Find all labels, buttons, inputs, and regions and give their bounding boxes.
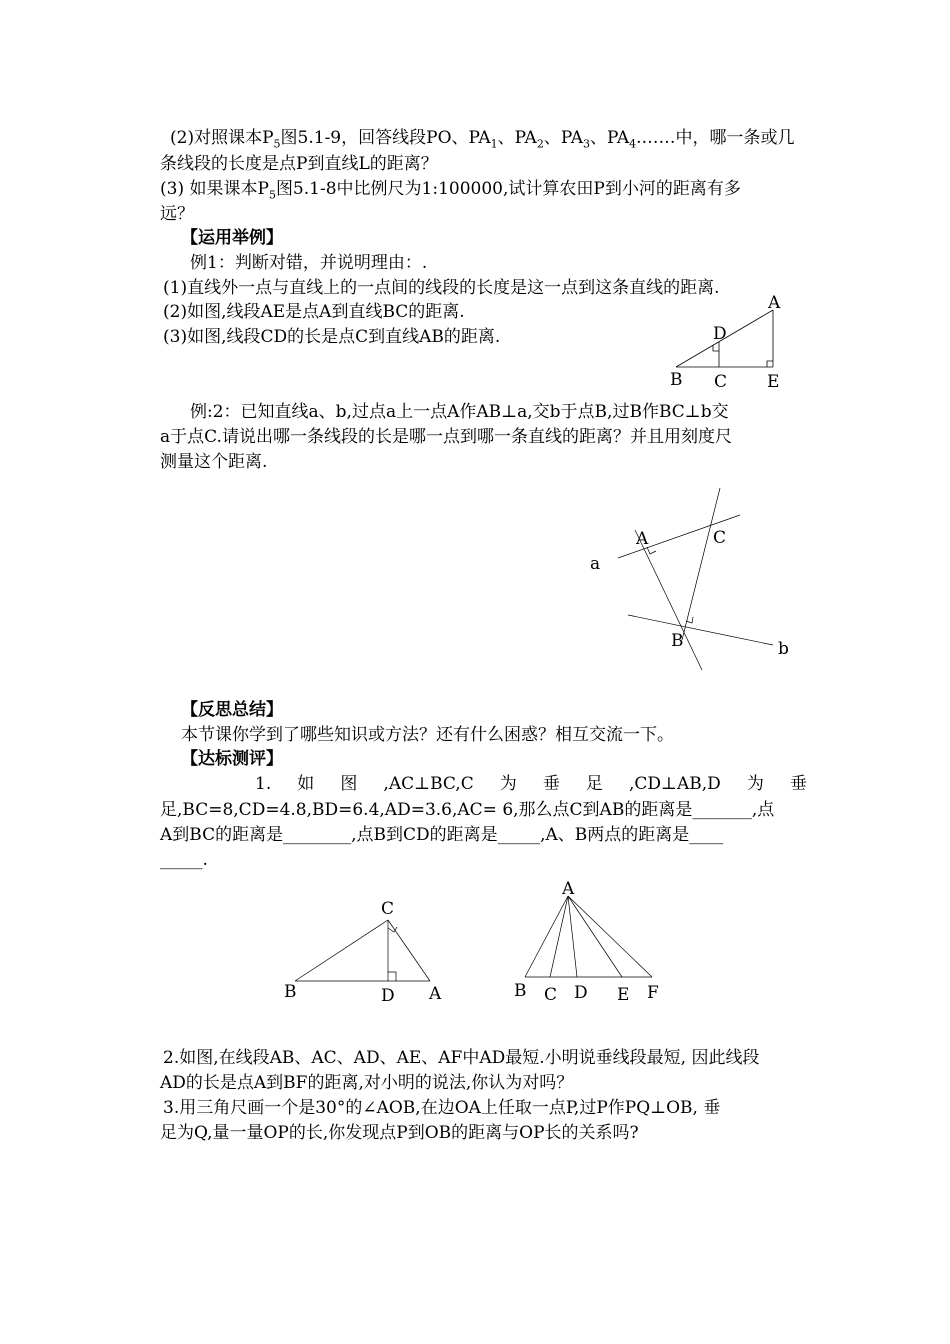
- subscript: 2: [536, 137, 544, 151]
- figure-example1: [660, 290, 790, 395]
- subscript: 3: [582, 137, 590, 151]
- reflection-text: 本节课你学到了哪些知识或方法？还有什么困惑？相互交流一下。: [181, 725, 674, 745]
- section-heading-test: 【达标测评】: [181, 749, 283, 769]
- test2-line1: 2.如图,在线段AB、AC、AD、AE、AF中AD最短.小明说垂线段最短, 因此线段: [163, 1048, 760, 1068]
- section-heading-examples: 【运用举例】: [181, 228, 283, 248]
- example1-statement-1: (1)直线外一点与直线上的一点间的线段的长度是这一点到这条直线的距离.: [163, 278, 720, 298]
- fig1-label-E: E: [767, 372, 780, 392]
- subscript: 5: [273, 137, 281, 151]
- fig2-label-B: B: [671, 631, 684, 651]
- q2-line2: 条线段的长度是点P到直线L的距离？: [160, 154, 438, 174]
- test3-line1: 3.用三角尺画一个是30°的∠AOB,在边OA上任取一点P,过P作PQ⊥OB, 垂: [163, 1098, 721, 1118]
- fig1-label-B: B: [670, 370, 683, 390]
- test1-line2: 足,BC=8,CD=4.8,BD=6.4,AD=3.6,AC= 6,那么点C到AB的距离是_______,点: [160, 800, 775, 820]
- fig3-label-A: A: [429, 984, 442, 1004]
- test1-line1: 1. 如 图 ,AC⊥BC,C 为 垂 足 ,CD⊥AB,D 为 垂: [255, 774, 807, 794]
- fig4-label-D: D: [574, 983, 588, 1003]
- section-heading-reflection: 【反思总结】: [181, 700, 283, 720]
- example1-statement-3: (3)如图,线段CD的长是点C到直线AB的距离.: [163, 327, 501, 347]
- fig4-label-B: B: [514, 981, 527, 1001]
- test2-line2: AD的长是点A到BF的距离,对小明的说法,你认为对吗？: [160, 1073, 574, 1093]
- fig2-label-a: a: [590, 554, 601, 574]
- figure-test1-triangle: [280, 895, 455, 1010]
- figure-example2: [580, 480, 800, 680]
- fig4-label-A: A: [562, 879, 575, 899]
- fig4-label-E: E: [617, 985, 630, 1005]
- example2-line1: 例:2：已知直线a、b,过点a上一点A作AB⊥a,交b于点B,过B作BC⊥b交: [190, 402, 729, 422]
- fig4-label-C: C: [544, 985, 558, 1005]
- test3-line2: 足为Q,量一量OP的长,你发现点P到OB的距离与OP长的关系吗?: [160, 1123, 639, 1143]
- example2-line3: 测量这个距离.: [160, 452, 268, 472]
- subscript: 4: [629, 137, 637, 151]
- test1-line4: _____.: [160, 850, 208, 870]
- fig1-label-C: C: [714, 372, 728, 392]
- fig3-label-C: C: [381, 899, 395, 919]
- fig3-label-B: B: [284, 982, 297, 1002]
- q3-line1: (3) 如果课本$P_5$图5.1-8中比例尺为1:100000,试计算农田P到小河的距离有多: [160, 179, 741, 202]
- test1-line3: A到BC的距离是________,点B到CD的距离是_____,A、B两点的距离是____: [160, 825, 724, 845]
- example1-intro: 例1：判断对错，并说明理由：.: [190, 253, 428, 273]
- example2-line2: a于点C.请说出哪一条线段的长是哪一点到哪一条直线的距离？并且用刻度尺: [160, 427, 732, 447]
- q3-line2: 远？: [160, 204, 194, 224]
- q2-line1: (2)对照课本$P_5$图5.1-9，回答线段PO、$PA_1$、$PA_2$、$PA_3$、$PA_4.\dots\dots$中，哪一条或几: [170, 128, 795, 151]
- fig4-label-F: F: [647, 983, 659, 1003]
- subscript: 5: [268, 188, 276, 202]
- fig2-label-b: b: [778, 639, 789, 659]
- figure-test2-fan: [505, 880, 675, 1005]
- subscript: 1: [490, 137, 498, 151]
- example1-statement-2: (2)如图,线段AE是点A到直线BC的距离.: [163, 302, 465, 322]
- fig1-label-A: A: [768, 293, 781, 313]
- fig2-label-C: C: [713, 528, 727, 548]
- fig2-label-A: A: [636, 529, 649, 549]
- fig1-label-D: D: [713, 324, 727, 344]
- fig3-label-D: D: [381, 986, 395, 1006]
